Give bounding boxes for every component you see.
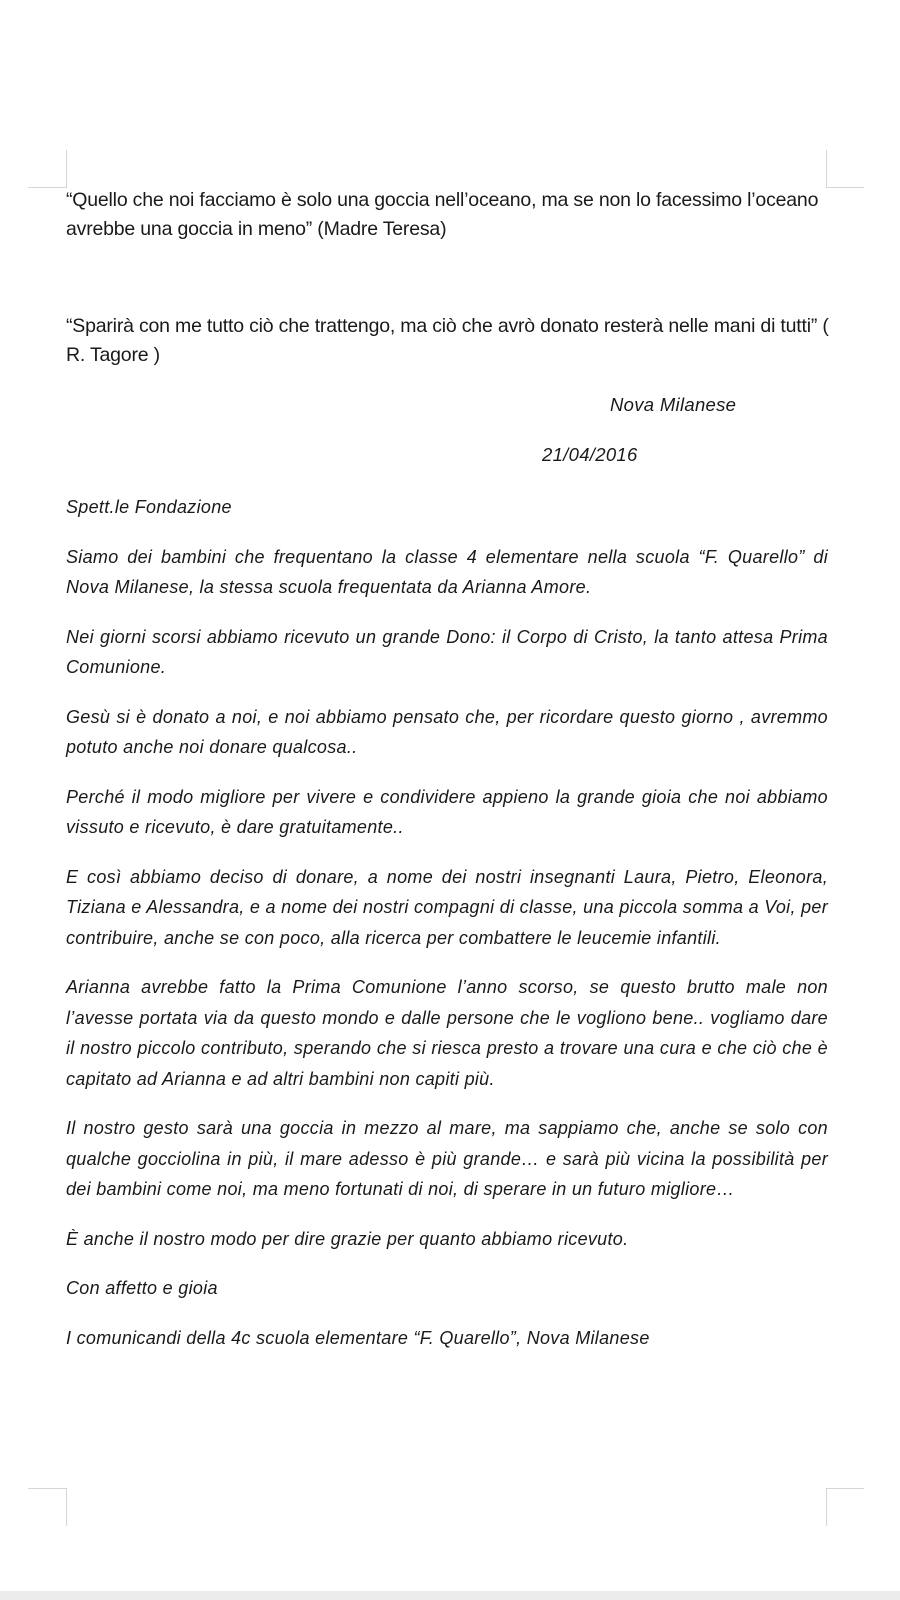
letter-paragraph: Gesù si è donato a noi, e noi abbiamo pensato che, per ricordare questo giorno , avremmo potuto anche noi donare qualcosa.. (66, 706, 828, 757)
crop-mark-top-left-horizontal (28, 187, 66, 188)
letter-body (66, 492, 828, 1372)
letter-paragraph: Siamo dei bambini che frequentano la classe 4 elementare nella scuola “F. Quarello” di Nova Milanese, la stessa scuola frequentata da Arianna Amore. (66, 546, 828, 597)
letter-paragraph: E così abbiamo deciso di donare, a nome dei nostri insegnanti Laura, Pietro, Eleonora, Tiziana e Alessandra, e a nome dei nostri compagni di classe, una piccola somma a Voi, per contribuire, anche se con poco, alla ricerca per combattere le leucemie infantili. (66, 866, 828, 948)
crop-mark-bottom-left-vertical (66, 1488, 67, 1526)
crop-mark-top-right-vertical (826, 150, 827, 188)
bottom-scroll-strip (0, 1591, 900, 1600)
signature: I comunicandi della 4c scuola elementare “F. Quarello”, Nova Milanese (66, 1327, 650, 1348)
salutation: Spett.le Fondazione (66, 497, 232, 517)
letter-date: 21/04/2016 (542, 444, 638, 465)
letter-paragraph: Il nostro gesto sarà una goccia in mezzo al mare, ma sappiamo che, anche se solo con qualche gocciolina in più, il mare adesso è più grande… e sarà più vicina la possibilità per dei bambini come noi, ma meno fortunati di noi, di sperare in un futuro migliore… (66, 1118, 828, 1199)
quote-madre-teresa: “Quello che noi facciamo è solo una goccia nell’oceano, ma se non lo facessimo l’oceano avrebbe una goccia in meno” (Madre Teresa) (66, 189, 819, 240)
quote-tagore: “Sparirà con me tutto ciò che trattengo, ma ciò che avrò donato resterà nelle mani di tutti” ( R. Tagore ) (66, 315, 829, 366)
closing: Con affetto e gioia (66, 1278, 218, 1298)
crop-mark-top-left-vertical (66, 150, 67, 188)
crop-mark-bottom-right-vertical (826, 1488, 827, 1526)
letter-place: Nova Milanese (610, 394, 737, 415)
letter-paragraph: Perché il modo migliore per vivere e condividere appieno la grande gioia che noi abbiamo vissuto e ricevuto, è dare gratuitamente.. (66, 786, 828, 837)
letter-paragraph: Nei giorni scorsi abbiamo ricevuto un grande Dono: il Corpo di Cristo, la tanto attesa Prima Comunione. (66, 626, 828, 677)
letter-paragraph: Arianna avrebbe fatto la Prima Comunione l’anno scorso, se questo brutto male non l’avesse portata via da questo mondo e dalle persone che le vogliono bene.. vogliamo dare il nostro piccolo contributo, sperando che si riesca presto a trovare una cura e che ciò che è capitato ad Arianna e ad altri bambini non capiti più. (66, 977, 828, 1089)
crop-mark-bottom-left-horizontal (28, 1488, 66, 1489)
letter-paragraph: È anche il nostro modo per dire grazie per quanto abbiamo ricevuto. (66, 1228, 629, 1249)
crop-mark-bottom-right-horizontal (826, 1488, 864, 1489)
